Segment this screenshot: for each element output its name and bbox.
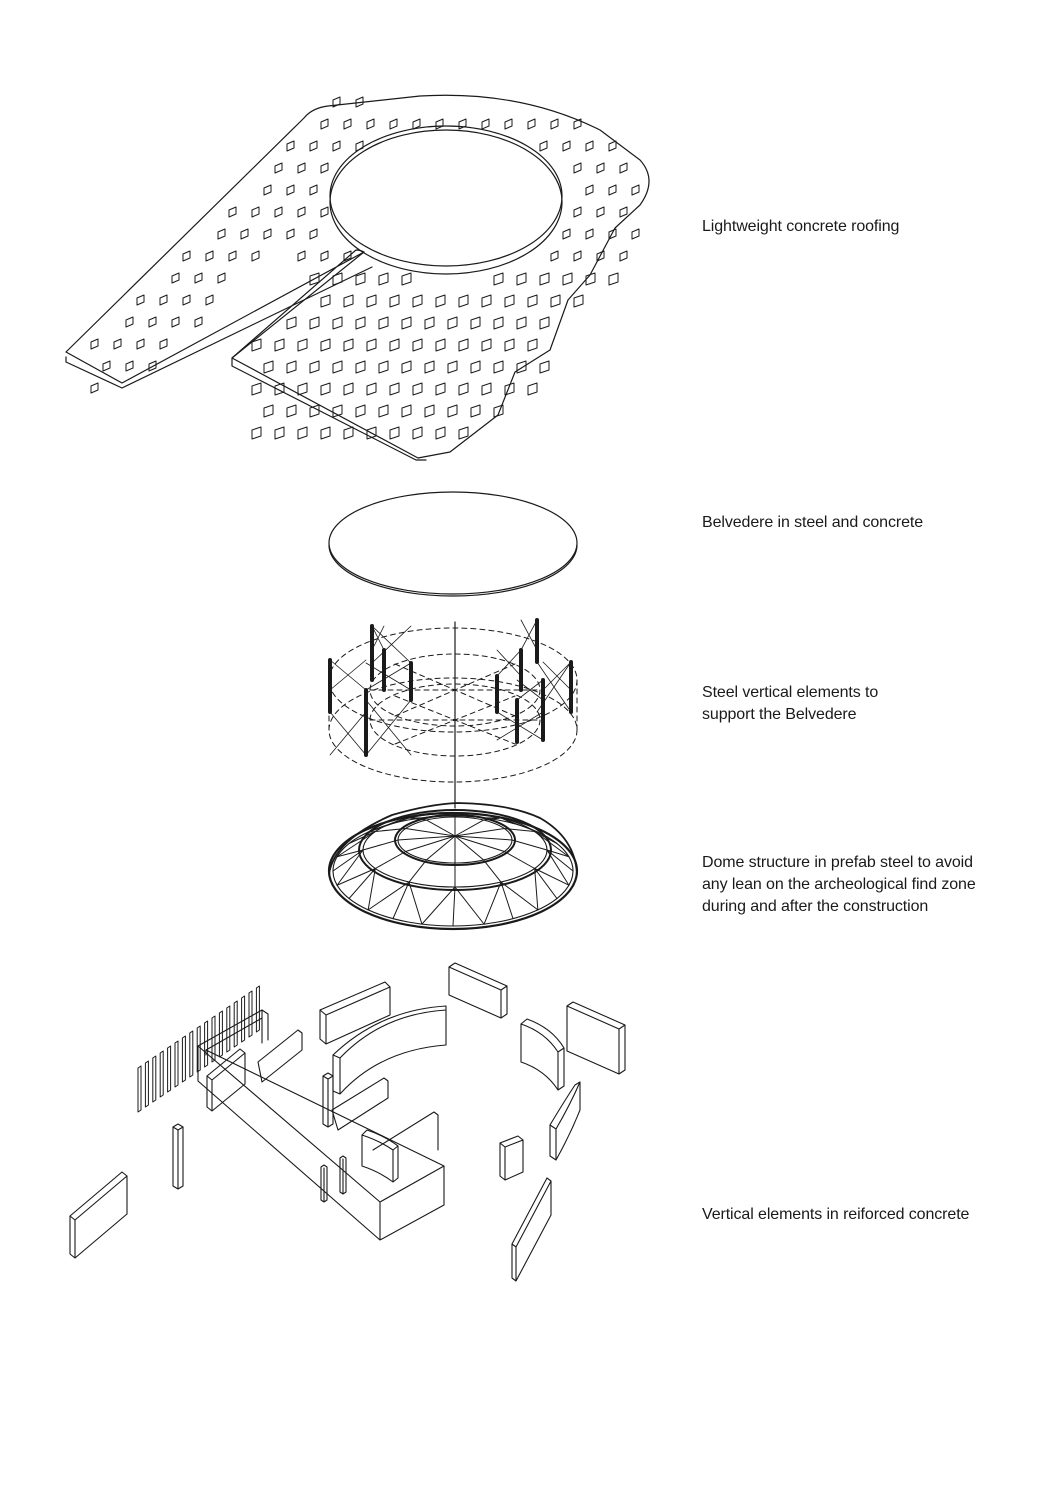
label-line: Steel vertical elements to: [702, 684, 879, 701]
roof-skylights: [91, 97, 639, 439]
steel-verticals: [329, 620, 577, 808]
label-belvedere: Belvedere in steel and concrete: [702, 514, 924, 531]
label-line: support the Belvedere: [702, 706, 857, 723]
concrete-walls: [70, 963, 625, 1281]
roof-opening: [330, 130, 562, 274]
label-roofing: Lightweight concrete roofing: [702, 218, 900, 235]
belvedere-disc: [329, 492, 577, 596]
steel-dome: [329, 803, 577, 929]
label-line: Dome structure in prefab steel to avoid: [702, 854, 973, 871]
label-line: during and after the construction: [702, 898, 929, 915]
roof-slab: [66, 95, 649, 460]
label-dome: [702, 852, 976, 918]
label-steel-verticals: [702, 682, 878, 726]
label-concrete-walls: Vertical elements in reiforced concrete: [702, 1206, 970, 1223]
label-line: any lean on the archeological find zone: [702, 876, 976, 893]
